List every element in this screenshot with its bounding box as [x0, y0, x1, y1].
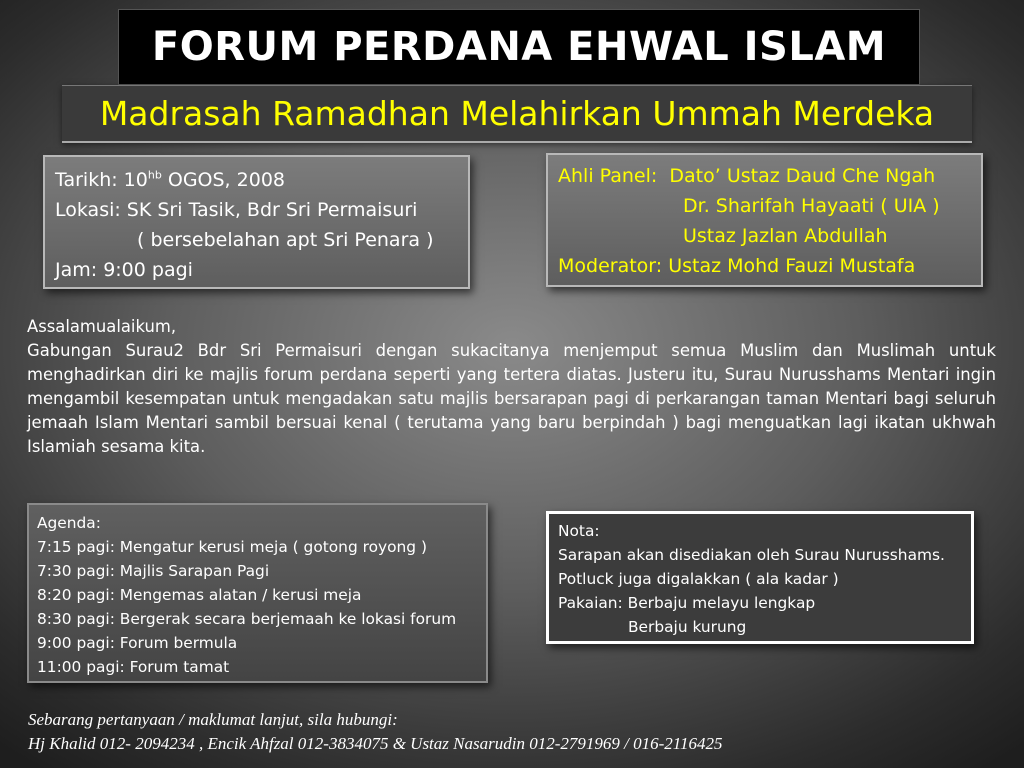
notes-line: Berbaju kurung — [628, 618, 747, 636]
notes-line: Potluck juga digalakkan ( ala kadar ) — [558, 570, 839, 588]
event-location-detail: ( bersebelahan apt Sri Penara ) — [137, 229, 434, 251]
invitation-text — [27, 315, 996, 459]
greeting: Assalamualaikum, — [27, 317, 177, 336]
notes-line: Pakaian: Berbaju melayu lengkap — [558, 594, 816, 612]
contact-info — [28, 708, 1008, 756]
agenda-item: 7:15 pagi: Mengatur kerusi meja ( gotong royong ) — [37, 538, 427, 556]
event-date-prefix: Tarikh: 10 — [55, 169, 148, 191]
panelist-label: Ahli Panel: — [558, 165, 658, 187]
panelist-box — [546, 153, 983, 287]
panelist-name: Ustaz Jazlan Abdullah — [683, 225, 888, 247]
contact-numbers: Hj Khalid 012- 2094234 , Encik Ahfzal 012-3834075 & Ustaz Nasarudin 012-2791969 / 016-2116425 — [28, 734, 723, 753]
agenda-item: 9:00 pagi: Forum bermula — [37, 634, 238, 652]
moderator: Moderator: Ustaz Mohd Fauzi Mustafa — [558, 255, 916, 277]
subtitle-banner — [62, 85, 972, 143]
event-date-month-year: OGOS, 2008 — [161, 169, 285, 191]
event-date-suffix-sup: hb — [147, 168, 162, 182]
notes-box — [546, 511, 974, 644]
page-subtitle: Madrasah Ramadhan Melahirkan Ummah Merdeka — [99, 94, 935, 133]
invitation-paragraph: Gabungan Surau2 Bdr Sri Permaisuri dengan sukacitanya menjemput semua Muslim dan Muslimah untuk menghadirkan diri ke majlis forum perdana seperti yang tertera diatas. Justeru itu, Surau Nurusshams Mentari ingin mengambil kesempatan untuk mengadakan satu majlis bersarapan pagi di perkarangan taman Mentari bagi seluruh jemaah Islam Mentari sambil bersuai kenal ( terutama yang baru berpindah ) bagi menguatkan lagi ikatan ukhwah Islamiah sesama kita. — [27, 341, 996, 456]
agenda-item: 8:30 pagi: Bergerak secara berjemaah ke lokasi forum — [37, 610, 457, 628]
notes-line: Sarapan akan disediakan oleh Surau Nurusshams. — [558, 546, 945, 564]
agenda-item: 7:30 pagi: Majlis Sarapan Pagi — [37, 562, 270, 580]
panelist-name: Dato’ Ustaz Daud Che Ngah — [669, 165, 936, 187]
agenda-item: 11:00 pagi: Forum tamat — [37, 658, 230, 676]
agenda-heading: Agenda: — [37, 514, 101, 532]
event-time: Jam: 9:00 pagi — [55, 259, 193, 281]
panelist-name: Dr. Sharifah Hayaati ( UIA ) — [683, 195, 940, 217]
page-title: FORUM PERDANA EHWAL ISLAM — [151, 24, 887, 70]
event-location: Lokasi: SK Sri Tasik, Bdr Sri Permaisuri — [55, 199, 418, 221]
agenda-box — [27, 503, 488, 683]
agenda-item: 8:20 pagi: Mengemas alatan / kerusi meja — [37, 586, 362, 604]
event-info-box — [43, 155, 470, 289]
event-date — [55, 165, 468, 195]
contact-intro: Sebarang pertanyaan / maklumat lanjut, sila hubungi: — [28, 710, 398, 729]
panelist-row-1 — [558, 161, 981, 191]
title-banner — [118, 9, 920, 85]
notes-heading: Nota: — [558, 522, 600, 540]
